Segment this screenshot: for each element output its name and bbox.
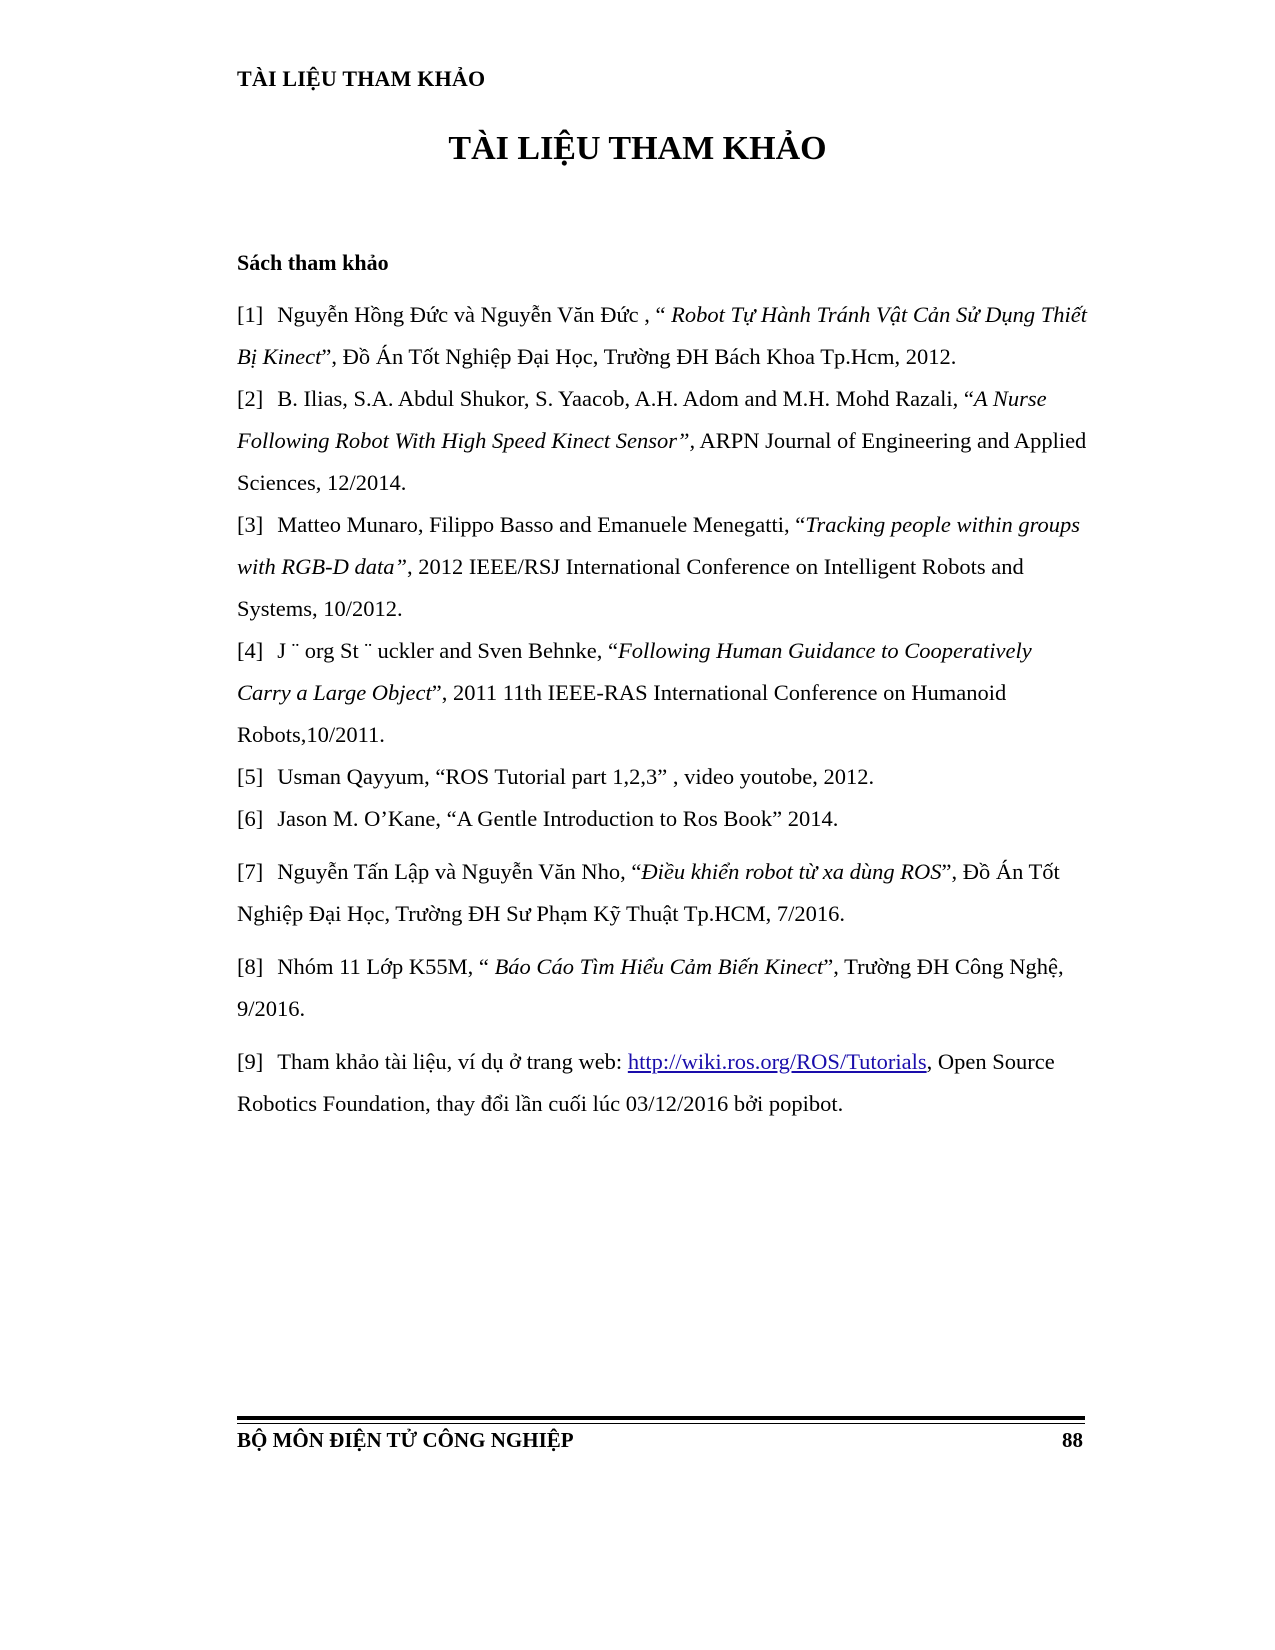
reference-source: ARPN Journal of Engineering and Applied Sciences, 12/2014. bbox=[237, 428, 1087, 495]
reference-item-4 bbox=[237, 630, 1087, 756]
reference-authors: Nhóm 11 Lớp K55M, “ bbox=[277, 954, 495, 979]
reference-number: [6] bbox=[237, 806, 264, 831]
reference-title: Following Human Guidance to Cooperatively Carry a Large Object bbox=[237, 638, 1032, 705]
reference-number: [7] bbox=[237, 859, 264, 884]
reference-item-3 bbox=[237, 504, 1087, 630]
reference-title: Điều khiển robot từ xa dùng ROS bbox=[641, 859, 942, 884]
reference-source: , 2012 IEEE/RSJ International Conference on Intelligent Robots and Systems, 10/2012. bbox=[237, 554, 1024, 621]
reference-title: A Nurse Following Robot With High Speed Kinect Sensor”, bbox=[237, 386, 1047, 453]
reference-item-5 bbox=[237, 756, 1087, 798]
running-header: TÀI LIỆU THAM KHẢO bbox=[237, 66, 486, 91]
page-number: 88 bbox=[1062, 1428, 1083, 1452]
reference-item-2 bbox=[237, 378, 1087, 504]
footer-department: BỘ MÔN ĐIỆN TỬ CÔNG NGHIỆP bbox=[237, 1428, 574, 1452]
ros-tutorials-link[interactable]: http://wiki.ros.org/ROS/Tutorials bbox=[627, 1049, 927, 1074]
reference-number: [3] bbox=[237, 512, 264, 537]
reference-number: [9] bbox=[237, 1049, 264, 1074]
footer-divider-thick bbox=[237, 1416, 1085, 1420]
reference-text: Jason M. O’Kane, “A Gentle Introduction to Ros Book” 2014. bbox=[277, 806, 839, 831]
reference-authors: Nguyễn Hồng Đức và Nguyễn Văn Đức , “ bbox=[277, 302, 672, 327]
reference-title: Robot Tự Hành Tránh Vật Cản Sử Dụng Thiết Bị Kinect bbox=[237, 302, 1087, 369]
reference-source: ”, 2011 11th IEEE-RAS International Conference on Humanoid Robots,10/2011. bbox=[237, 680, 1007, 747]
reference-item-8 bbox=[237, 946, 1087, 1030]
reference-source: ”, Đồ Án Tốt Nghiệp Đại Học, Trường ĐH Bách Khoa Tp.Hcm, 2012. bbox=[321, 344, 957, 369]
reference-text: Tham khảo tài liệu, ví dụ ở trang web: bbox=[277, 1049, 628, 1074]
reference-title: Tracking people within groups with RGB-D data” bbox=[237, 512, 1081, 579]
reference-item-6 bbox=[237, 798, 1087, 840]
reference-source: , Open Source Robotics Foundation, thay đổi lần cuối lúc 03/12/2016 bởi popibot. bbox=[237, 1049, 1055, 1116]
reference-source: ”, Trường ĐH Công Nghệ, 9/2016. bbox=[237, 954, 1064, 1021]
reference-authors: Matteo Munaro, Filippo Basso and Emanuele Menegatti, “ bbox=[277, 512, 806, 537]
reference-authors: Nguyễn Tấn Lập và Nguyễn Văn Nho, “ bbox=[277, 859, 642, 884]
reference-number: [1] bbox=[237, 302, 264, 327]
reference-number: [5] bbox=[237, 764, 264, 789]
reference-number: [4] bbox=[237, 638, 264, 663]
reference-item-9 bbox=[237, 1041, 1087, 1125]
reference-source: ”, Đồ Án Tốt Nghiệp Đại Học, Trường ĐH Sư Phạm Kỹ Thuật Tp.HCM, 7/2016. bbox=[237, 859, 1060, 926]
reference-item-7 bbox=[237, 851, 1087, 935]
page-title: TÀI LIỆU THAM KHẢO bbox=[448, 130, 827, 167]
reference-item-1 bbox=[237, 294, 1087, 378]
reference-number: [2] bbox=[237, 386, 264, 411]
reference-list bbox=[237, 294, 1087, 1125]
reference-number: [8] bbox=[237, 954, 264, 979]
reference-text: Usman Qayyum, “ROS Tutorial part 1,2,3” , video youtobe, 2012. bbox=[277, 764, 875, 789]
footer-divider-thin bbox=[237, 1423, 1085, 1424]
reference-title: Báo Cáo Tìm Hiểu Cảm Biến Kinect bbox=[494, 954, 824, 979]
reference-authors: J ¨ org St ¨ uckler and Sven Behnke, “ bbox=[277, 638, 619, 663]
reference-authors: B. Ilias, S.A. Abdul Shukor, S. Yaacob, A.H. Adom and M.H. Mohd Razali, “ bbox=[277, 386, 974, 411]
section-heading: Sách tham khảo bbox=[237, 250, 389, 275]
